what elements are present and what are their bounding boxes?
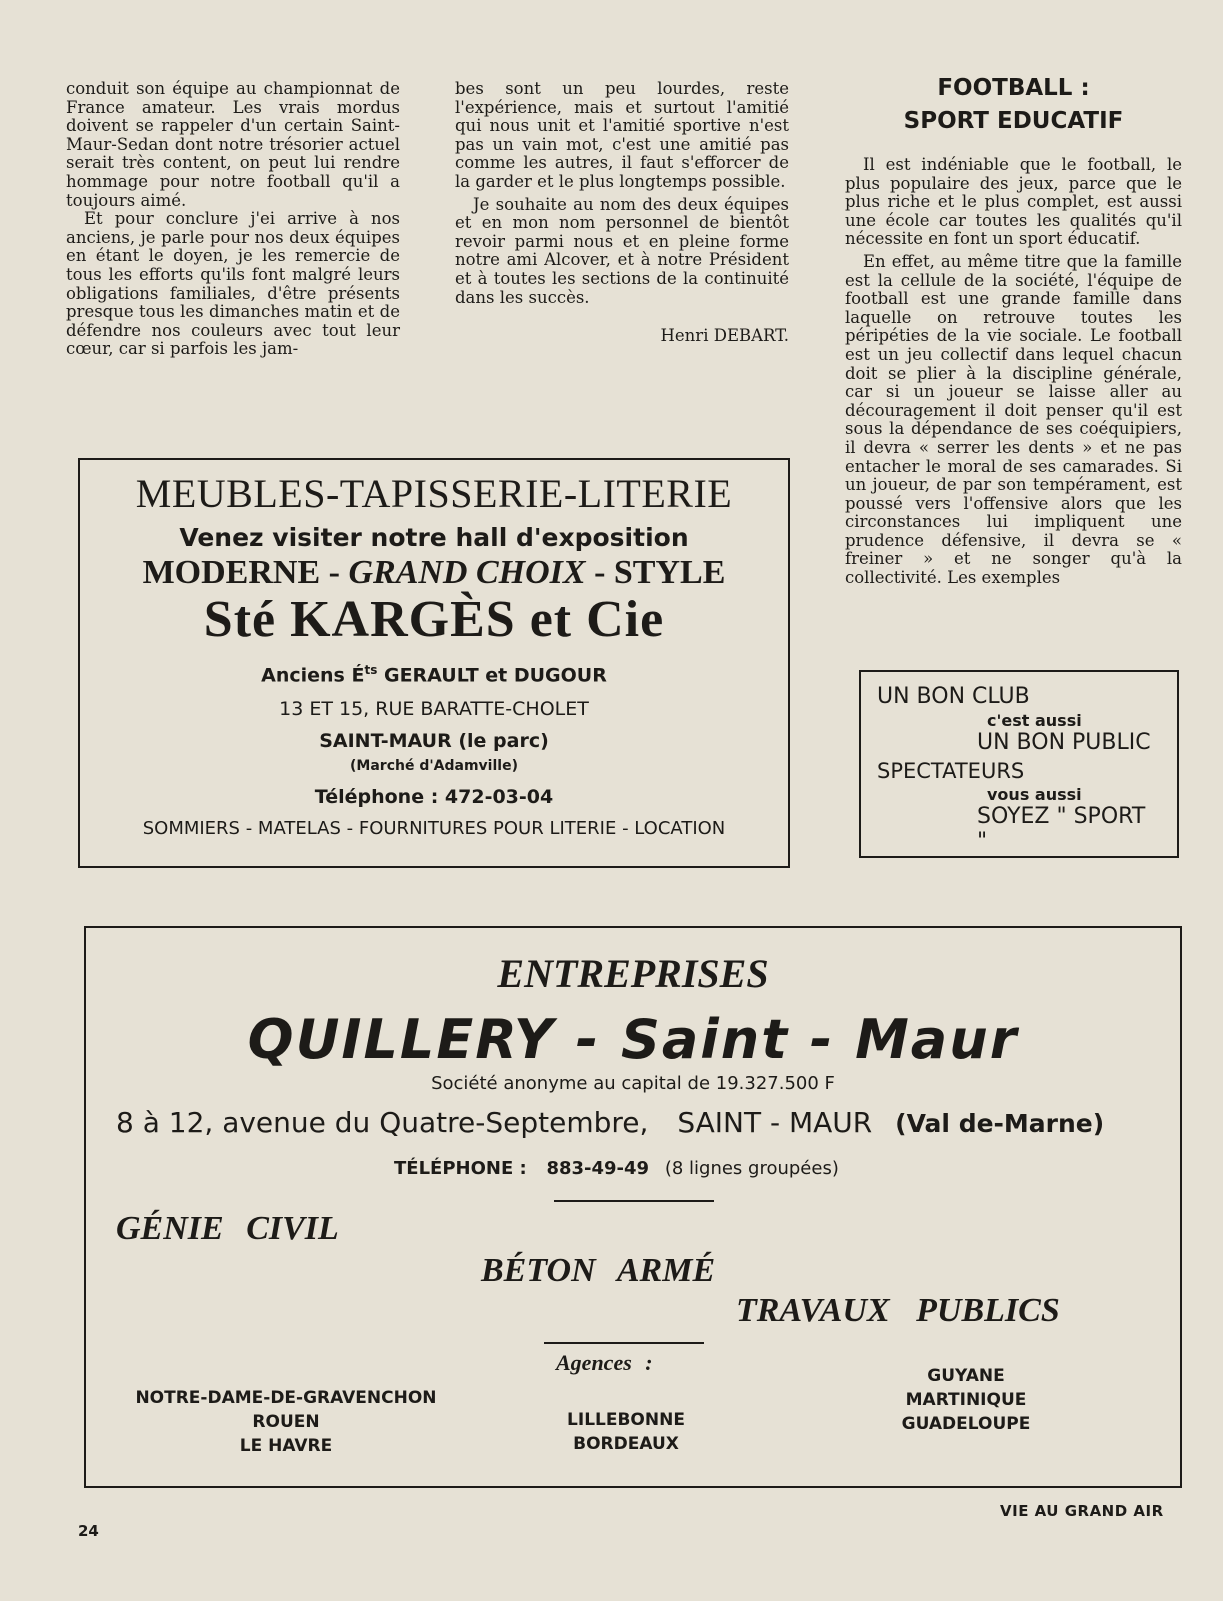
- ad-company: Sté KARGÈS et Cie: [203, 591, 665, 648]
- ad-agences-label: Agences :: [556, 1350, 653, 1375]
- ad-phone: TÉLÉPHONE : 883-49-49 (8 lignes groupées): [394, 1158, 839, 1179]
- article-title: FOOTBALL : SPORT EDUCATIF: [903, 75, 1124, 134]
- ad-entreprises: ENTREPRISES: [497, 951, 769, 996]
- ad-address: 13 ET 15, RUE BARATTE-CHOLET: [279, 698, 589, 721]
- ad-products: SOMMIERS - MATELAS - FOURNITURES POUR LITERIE - LOCATION: [142, 818, 726, 840]
- ad-capital: Société anonyme au capital de 19.327.500 F: [431, 1073, 835, 1094]
- ad-phone: Téléphone : 472-03-04: [314, 786, 554, 809]
- article-paragraph: conduit son équipe au championnat de France amateur. Les vrais mordus doivent se rappeler d'un certain Saint-Maur-Sedan dont notre trésorier actuel serait très content, on peut lui rendre hommage pour notre football qu'il a toujours aimé.: [66, 79, 400, 210]
- article-paragraph: Et pour conclure j'ei arrive à nos anciens, je parle pour nos deux équipes en étant le doyen, je les remercie de tous les efforts qu'ils font malgré leurs obligations familiales, d'être présents presque tous les dimanches matin et de défendre nos couleurs avec tout leur cœur, car si parfois les jam-: [66, 209, 400, 359]
- ad-headline: MEUBLES-TAPISSERIE-LITERIE: [135, 471, 733, 516]
- ad-service: BÉTON ARMÉ: [481, 1252, 716, 1289]
- divider: [544, 1342, 704, 1344]
- ad-market: (Marché d'Adamville): [350, 758, 518, 775]
- ad-address: 8 à 12, avenue du Quatre-Septembre, SAINT - MAUR (Val de-Marne): [116, 1106, 1105, 1139]
- kerges-advertisement: [78, 458, 790, 868]
- page-number: 24: [78, 1522, 99, 1540]
- ad-company-name: QUILLERY - Saint - Maur: [247, 1008, 1019, 1071]
- article-column-2: [455, 80, 789, 346]
- ad-service: GÉNIE CIVIL: [116, 1210, 339, 1247]
- article-paragraph: bes sont un peu lourdes, reste l'expérience, mais et surtout l'amitié qui nous unit et l'amitié sportive n'est pas un vain mot, c'est une amitié pas comme les autres, il faut s'efforcer de la garder et le plus longtemps possible.: [455, 79, 789, 191]
- article-signature: Henri DEBART.: [660, 326, 789, 346]
- article-paragraph: Il est indéniable que le football, le plus populaire des jeux, parce que le plus riche et le plus complet, est aussi une école car toutes les qualités qu'il nécessite en font un sport éducatif.: [845, 155, 1182, 249]
- agences-column-3: GUYANE MARTINIQUE GUADELOUPE: [901, 1366, 1031, 1434]
- ad-styles: MODERNE - GRAND CHOIX - STYLE: [142, 554, 726, 591]
- divider: [554, 1200, 714, 1202]
- ad-visit: Venez visiter notre hall d'exposition: [179, 523, 689, 552]
- club-slogan-box: UN BON CLUB c'est aussi UN BON PUBLIC SPECTATEURS vous aussi SOYEZ " SPORT ": [859, 670, 1179, 858]
- ad-service: TRAVAUX PUBLICS: [736, 1292, 1060, 1329]
- agences-column-2: LILLEBONNE BORDEAUX: [567, 1410, 685, 1454]
- ad-city: SAINT-MAUR (le parc): [319, 730, 549, 753]
- article-column-1: [66, 80, 400, 359]
- football-article: [845, 72, 1182, 588]
- magazine-title: VIE AU GRAND AIR: [1000, 1502, 1164, 1520]
- article-paragraph: En effet, au même titre que la famille est la cellule de la société, l'équipe de football est une grande famille dans laquelle on retrouve toutes les péripéties de la vie sociale. Le football est un jeu collectif dans lequel chacun doit se plier à la discipline générale, car si un joueur se laisse aller au découragement il doit penser qu'il est sous la dépendance de ses coéquipiers, il devra « serrer les dents » et ne pas entacher le moral de ses camarades. Si un joueur, de par son tempérament, est poussé vers l'offensive alors que les circonstances lui impliquent une prudence défensive, il devra se « freiner » et ne songer qu'à la collectivité. Les exemples: [845, 251, 1182, 588]
- article-paragraph: Je souhaite au nom des deux équipes et en mon nom personnel de bientôt revoir parmi nous et en pleine forme notre ami Alcover, et à notre Président et à toutes les sections de la continuité dans les succès.: [455, 194, 789, 307]
- ad-former-owners: Anciens $É^{ts}$ GERAULT et DUGOUR: [261, 663, 607, 687]
- agences-column-1: NOTRE-DAME-DE-GRAVENCHON ROUEN LE HAVRE: [135, 1388, 437, 1456]
- quillery-advertisement: [84, 926, 1182, 1488]
